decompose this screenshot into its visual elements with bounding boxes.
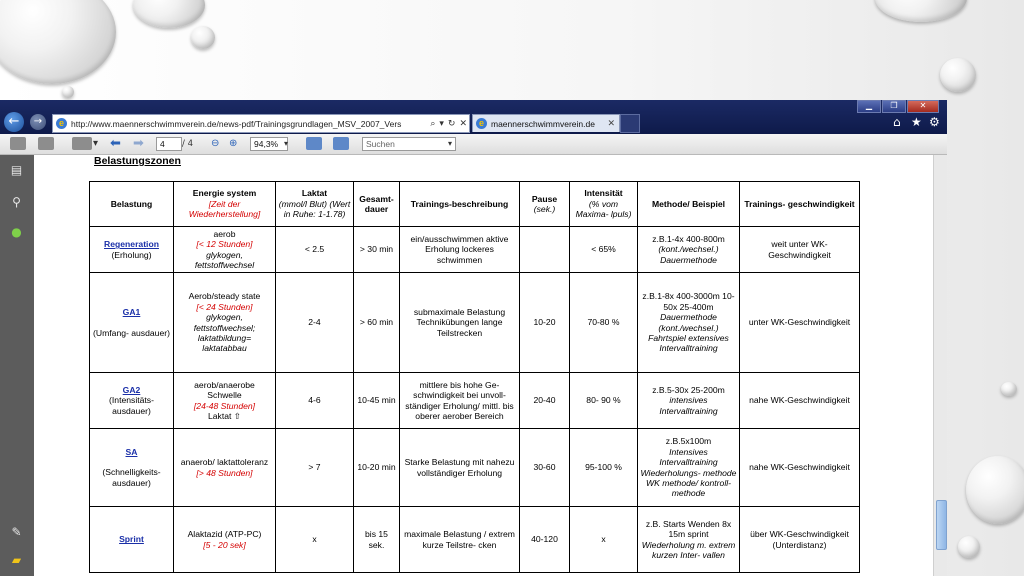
recovery-time: [> 48 Stunden]	[196, 467, 253, 478]
browser-tab[interactable]	[472, 114, 620, 132]
tab-close-icon[interactable]: ✕	[607, 118, 615, 128]
maximize-icon[interactable]: ❐	[882, 100, 906, 113]
page-number-input[interactable]: 4	[156, 137, 182, 151]
speed-cell: unter WK-Geschwindigkeit	[740, 273, 860, 373]
vertical-scrollbar[interactable]	[933, 155, 947, 576]
pause-cell: 10-20	[520, 273, 570, 373]
water-drop	[133, 0, 205, 28]
favorites-star-icon[interactable]: ★	[911, 115, 922, 129]
water-drop	[62, 86, 74, 98]
energy-extra: glykogen, fettstoffwechsel	[194, 249, 255, 270]
energy-extra: glykogen, fettstoffwechsel; laktatbildung= laktatabbau	[193, 312, 256, 354]
method-name: (kont./wechsel.) Dauermethode	[658, 244, 719, 265]
fit-page-icon[interactable]	[333, 137, 349, 150]
zone-link[interactable]: GA2	[122, 384, 141, 395]
pdf-document	[34, 155, 933, 576]
method-cell	[638, 429, 740, 507]
water-drop	[875, 0, 967, 22]
column-header-note: (% vom Maxima- lpuls)	[575, 198, 632, 220]
method-name: Dauermethode (kont./wechsel.) Fahrtspiel extensives Intervalltraining	[648, 312, 729, 354]
previous-page-icon[interactable]: ⬅	[110, 136, 121, 151]
column-header: Methode/ Beispiel	[638, 182, 740, 227]
method-cell	[638, 373, 740, 429]
zone-subtitle: (Erholung)	[111, 249, 152, 260]
laktat-cell: 4-6	[276, 373, 354, 429]
laktat-cell: x	[276, 507, 354, 573]
method-example: z.B.1-8x 400-3000m 10-50x 25-400m	[642, 291, 735, 312]
search-icon[interactable]: ⌕	[430, 118, 436, 129]
speed-cell: nahe WK-Geschwindigkeit	[740, 373, 860, 429]
duration-cell: 10-20 min	[354, 429, 400, 507]
laktat-cell: > 7	[276, 429, 354, 507]
attachment-icon[interactable]: ✎	[11, 525, 22, 539]
zone-subtitle: (Umfang- ausdauer)	[93, 327, 170, 338]
forward-button[interactable]: →	[30, 114, 46, 130]
method-example: z.B.1-4x 400-800m	[652, 233, 725, 244]
share-dropdown-icon[interactable]: ▾	[93, 138, 99, 149]
column-header-note: (mmol/l Blut) (Wert in Ruhe: 1-1.78)	[278, 198, 351, 220]
column-header-note: [Zeit der Wiederherstellung]	[188, 198, 261, 220]
method-name: intensives Intervalltraining	[659, 395, 718, 416]
intensity-cell: 80- 90 %	[570, 373, 638, 429]
column-header: Trainings- geschwindigkeit	[740, 182, 860, 227]
zone-link[interactable]: Sprint	[119, 534, 144, 545]
zone-link[interactable]: SA	[125, 446, 138, 457]
column-header: Gesamt- dauer	[354, 182, 400, 227]
method-name: Intensives Intervalltraining Wiederholungs- methode WK methode/ kontroll-methode	[640, 446, 737, 499]
table-row	[90, 227, 860, 273]
scrollbar-thumb[interactable]	[936, 500, 947, 550]
energy-cell	[174, 227, 276, 273]
duration-cell: bis 15 sek.	[354, 507, 400, 573]
chevron-down-icon[interactable]: ▾	[439, 118, 444, 129]
method-example: z.B.5x100m	[665, 436, 712, 447]
energy-cell	[174, 429, 276, 507]
method-cell	[638, 273, 740, 373]
water-drop	[940, 58, 976, 92]
zone-subtitle: (Intensitäts- ausdauer)	[109, 395, 154, 416]
save-icon[interactable]	[38, 137, 54, 150]
method-cell	[638, 227, 740, 273]
column-header-text: Laktat	[301, 188, 328, 199]
browser-title-bar	[0, 100, 947, 134]
intensity-cell: 70-80 %	[570, 273, 638, 373]
stop-icon[interactable]: ✕	[459, 118, 467, 129]
intensity-cell: x	[570, 507, 638, 573]
print-icon[interactable]	[10, 137, 26, 150]
zoom-input[interactable]: 94,3%	[250, 137, 288, 151]
zone-link[interactable]: Regeneration	[104, 239, 159, 250]
water-drop	[1001, 382, 1017, 396]
zone-cell	[90, 273, 174, 373]
back-button[interactable]: ←	[4, 112, 24, 132]
zone-cell	[90, 373, 174, 429]
pause-cell: 40-120	[520, 507, 570, 573]
home-icon[interactable]: ⌂	[893, 115, 901, 129]
energy-system: Aerob/steady state	[188, 291, 261, 302]
help-icon[interactable]: ●	[11, 225, 22, 239]
search-input[interactable]: Suchen	[362, 137, 456, 151]
duration-cell: > 30 min	[354, 227, 400, 273]
minimize-icon[interactable]: ▁	[857, 100, 881, 113]
column-header	[520, 182, 570, 227]
fit-width-icon[interactable]	[306, 137, 322, 150]
speed-cell: über WK-Geschwindigkeit (Unterdistanz)	[740, 507, 860, 573]
zone-cell	[90, 227, 174, 273]
duration-cell: 10-45 min	[354, 373, 400, 429]
zoom-out-icon[interactable]: ⊖	[211, 138, 220, 149]
description-cell: maximale Belastung / extrem kurze Teilstre- cken	[400, 507, 520, 573]
ie-logo-icon: e	[476, 118, 487, 129]
water-drop	[966, 456, 1024, 524]
pause-cell: 20-40	[520, 373, 570, 429]
zone-subtitle: (Schnelligkeits- ausdauer)	[102, 467, 161, 488]
column-header: Trainings-beschreibung	[400, 182, 520, 227]
comment-icon[interactable]: ▰	[11, 553, 22, 567]
energy-system: aerob/anaerobe Schwelle	[194, 379, 255, 401]
description-cell: Starke Belastung mit nahezu vollständiger Erholung	[400, 429, 520, 507]
zone-cell	[90, 507, 174, 573]
page-title: Belastungszonen	[94, 155, 181, 167]
column-header	[174, 182, 276, 227]
pages-icon[interactable]: ▤	[10, 163, 23, 177]
laktat-cell: 2-4	[276, 273, 354, 373]
zone-link[interactable]: GA1	[122, 307, 141, 318]
table-row	[90, 373, 860, 429]
speed-cell: nahe WK-Geschwindigkeit	[740, 429, 860, 507]
laktat-cell: < 2.5	[276, 227, 354, 273]
speed-cell: weit unter WK-Geschwindigkeit	[740, 227, 860, 273]
duration-cell: > 60 min	[354, 273, 400, 373]
energy-cell	[174, 273, 276, 373]
bookmarks-icon[interactable]: ⚲	[12, 195, 21, 209]
pdf-sidebar	[0, 155, 34, 576]
new-tab-button[interactable]	[620, 114, 640, 133]
gear-icon[interactable]: ⚙	[929, 115, 940, 129]
energy-cell	[174, 507, 276, 573]
share-icon[interactable]	[72, 137, 92, 150]
water-drop	[0, 0, 116, 84]
energy-extra: Laktat ⇧	[208, 410, 241, 421]
table-row	[90, 273, 860, 373]
url-text[interactable]: http://www.maennerschwimmverein.de/news-pdf/Trainingsgrundlagen_MSV_2007_Vers	[71, 118, 402, 129]
pdf-toolbar	[0, 134, 947, 155]
recovery-time: [24-48 Stunden]	[193, 400, 256, 411]
tab-title: maennerschwimmverein.de	[491, 118, 595, 129]
pause-cell	[520, 227, 570, 273]
pause-cell: 30-60	[520, 429, 570, 507]
method-example: z.B.5-30x 25-200m	[652, 384, 725, 395]
recovery-time: [5 - 20 sek]	[203, 539, 246, 550]
refresh-icon[interactable]: ↻	[447, 118, 456, 129]
browser-window	[0, 100, 947, 576]
water-drop	[191, 26, 215, 49]
column-header	[570, 182, 638, 227]
column-header	[276, 182, 354, 227]
energy-cell	[174, 373, 276, 429]
zone-cell	[90, 429, 174, 507]
zoom-dropdown-icon[interactable]: ▾	[284, 139, 289, 148]
energy-system: aerob	[213, 228, 236, 239]
zoom-in-icon[interactable]: ⊕	[229, 138, 238, 149]
page-total: / 4	[182, 139, 193, 149]
method-name: Wiederholung m. extrem kurzen Inter- vallen	[641, 539, 736, 560]
column-header: Belastung	[90, 182, 174, 227]
water-drop	[958, 536, 980, 558]
column-header-text: Energie system	[192, 188, 257, 199]
table-row	[90, 429, 860, 507]
description-cell: submaximale Belastung Technikübungen lange Teilstrecken	[400, 273, 520, 373]
close-icon[interactable]: ✕	[907, 100, 939, 113]
energy-system: anaerob/ laktattoleranz	[180, 457, 269, 468]
energy-system: Alaktazid (ATP-PC)	[187, 529, 262, 540]
column-header-text: Intensität	[584, 188, 623, 199]
recovery-time: [< 24 Stunden]	[196, 301, 253, 312]
intensity-cell: < 65%	[570, 227, 638, 273]
search-dropdown-icon[interactable]: ▾	[448, 139, 453, 148]
column-header-note: (sek.)	[533, 204, 556, 214]
address-bar[interactable]	[52, 114, 470, 133]
ie-logo-icon: e	[56, 118, 67, 129]
table-header-row	[90, 182, 860, 227]
description-cell: mittlere bis hohe Ge- schwindigkeit bei unvoll- ständiger Erholung/ mittl. bis oberer aerober Bereich	[400, 373, 520, 429]
column-header-text: Pause	[531, 193, 558, 204]
training-zones-table	[89, 181, 860, 573]
recovery-time: [< 12 Stunden]	[196, 239, 253, 250]
intensity-cell: 95-100 %	[570, 429, 638, 507]
next-page-icon[interactable]: ➡	[133, 136, 144, 151]
description-cell: ein/ausschwimmen aktive Erholung lockeres schwimmen	[400, 227, 520, 273]
method-example: z.B. Starts Wenden 8x 15m sprint	[645, 518, 732, 540]
table-row	[90, 507, 860, 573]
method-cell	[638, 507, 740, 573]
window-controls	[856, 100, 939, 113]
